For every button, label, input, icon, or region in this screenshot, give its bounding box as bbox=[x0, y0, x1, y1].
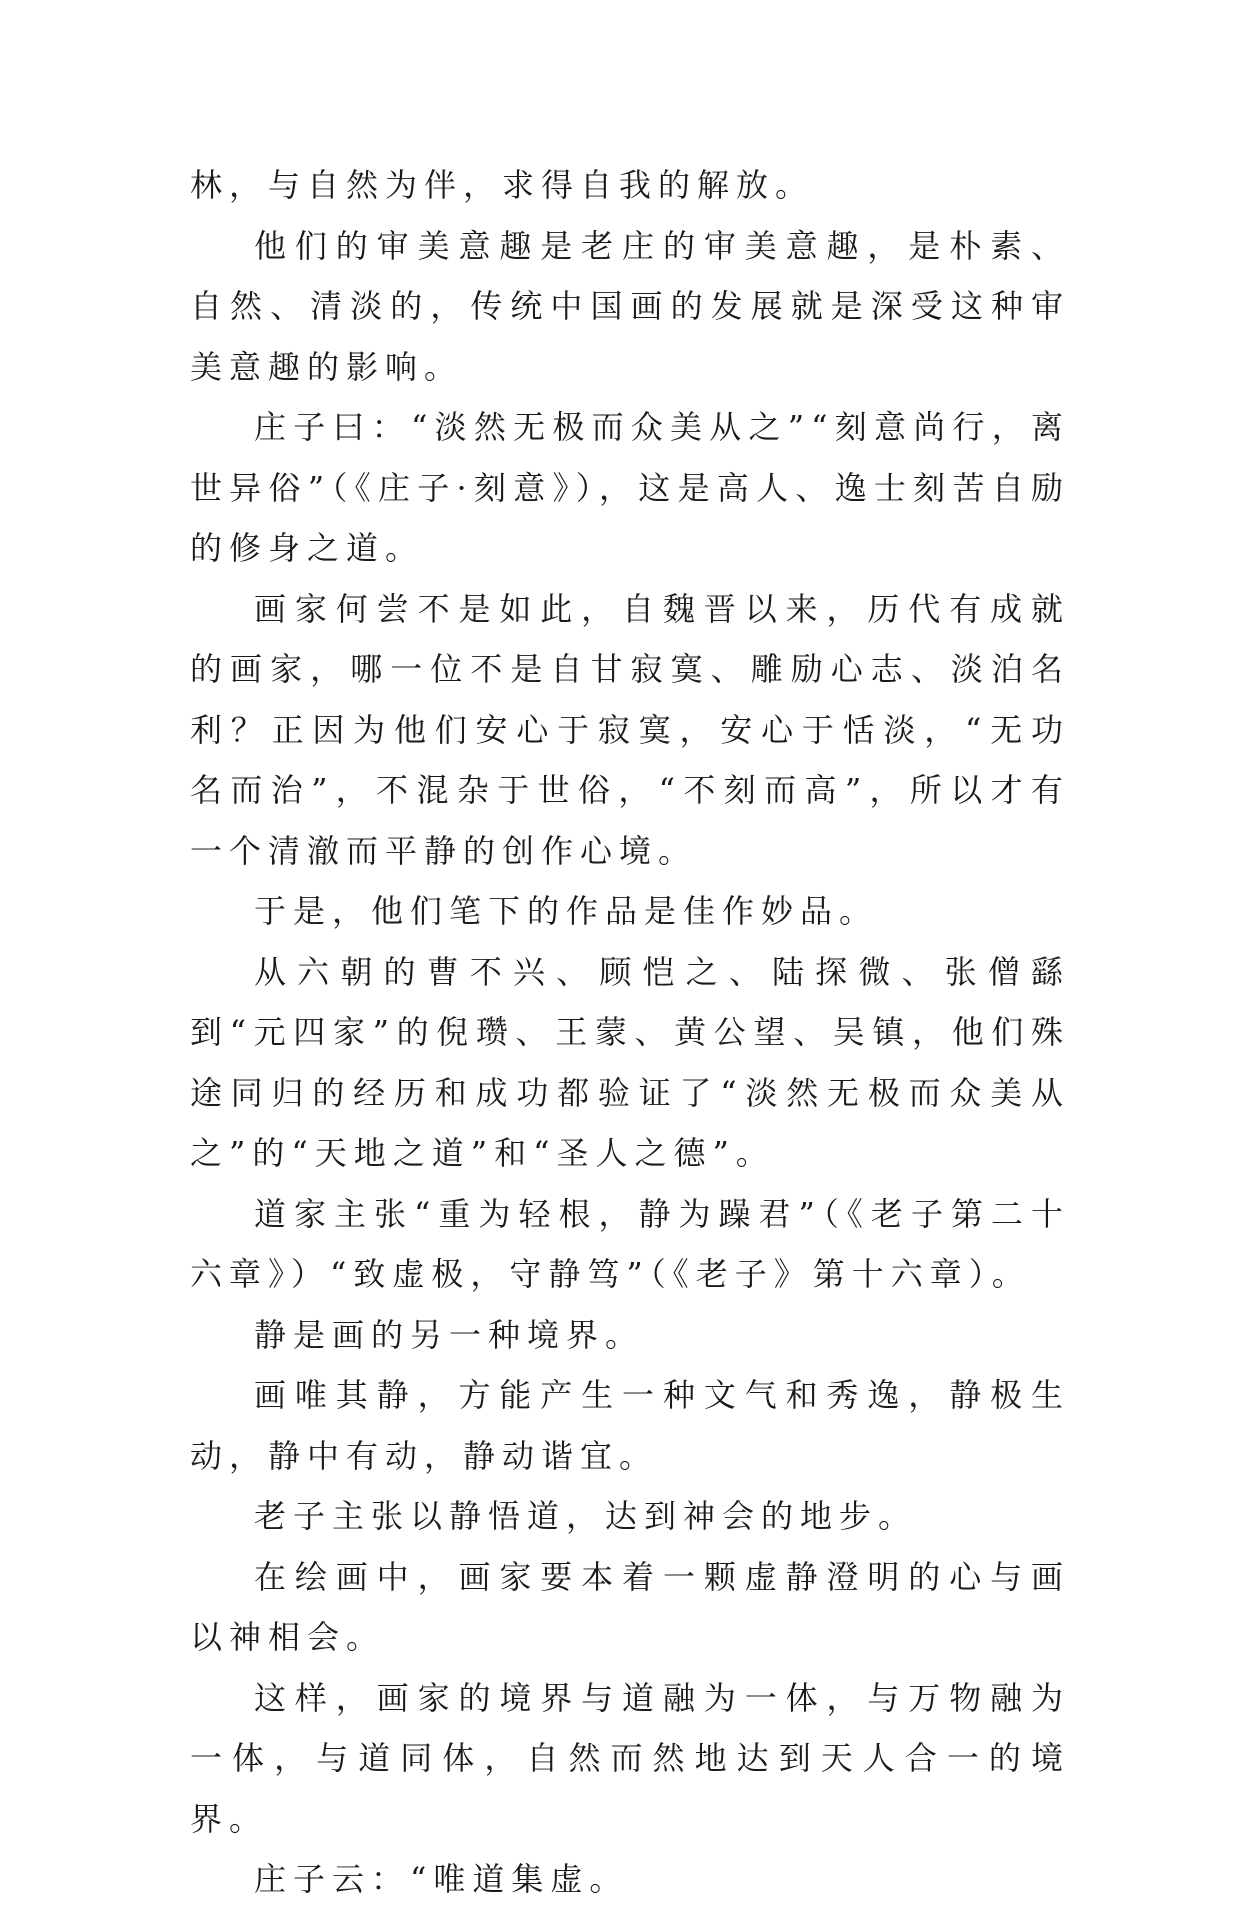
paragraph-2: 他们的审美意趣是老庄的审美意趣，是朴素、自然、清淡的，传统中国画的发展就是深受这种审美意趣的影响。 bbox=[190, 226, 1070, 386]
paragraph-3: 庄子曰：“淡然无极而众美从之”“刻意尚行，离世异俗”（《庄子·刻意》），这是高人、逸士刻苦自励的修身之道。 bbox=[190, 408, 1070, 567]
paragraph-1: 林，与自然为伴，求得自我的解放。 bbox=[190, 166, 815, 204]
body-text bbox=[190, 155, 1070, 1910]
paragraph-12: 这样，画家的境界与道融为一体，与万物融为一体，与道同体，自然而然地达到天人合一的境界。 bbox=[190, 1678, 1070, 1838]
paragraph-4: 画家何尝不是如此，自魏晋以来，历代有成就的画家，哪一位不是自甘寂寞、雕励心志、淡泊名利？正因为他们安心于寂寞，安心于恬淡，“无功名而治”，不混杂于世俗，“不刻而高”，所以才有一个清澈而平静的创作心境。 bbox=[190, 589, 1070, 870]
paragraph-9: 画唯其静，方能产生一种文气和秀逸，静极生动，静中有动，静动谐宜。 bbox=[190, 1376, 1070, 1475]
paragraph-11: 在绘画中，画家要本着一颗虚静澄明的心与画以神相会。 bbox=[190, 1557, 1070, 1656]
paragraph-8: 静是画的另一种境界。 bbox=[254, 1315, 645, 1354]
paragraph-10: 老子主张以静悟道，达到神会的地步。 bbox=[254, 1497, 918, 1535]
paragraph-6: 从六朝的曹不兴、顾恺之、陆探微、张僧繇到“元四家”的倪瓒、王蒙、黄公望、吴镇，他们殊途同归的经历和成功都验证了“淡然无极而众美从之”的“天地之道”和“圣人之德”。 bbox=[190, 952, 1070, 1172]
paragraph-5: 于是，他们笔下的作品是佳作妙品。 bbox=[254, 892, 879, 930]
paragraph-13: 庄子云：“唯道集虚。 bbox=[254, 1860, 629, 1898]
paragraph-7: 道家主张“重为轻根，静为躁君”（《老子第二十六章》）“致虚极，守静笃”（《老子》第十六章）。 bbox=[190, 1194, 1070, 1293]
